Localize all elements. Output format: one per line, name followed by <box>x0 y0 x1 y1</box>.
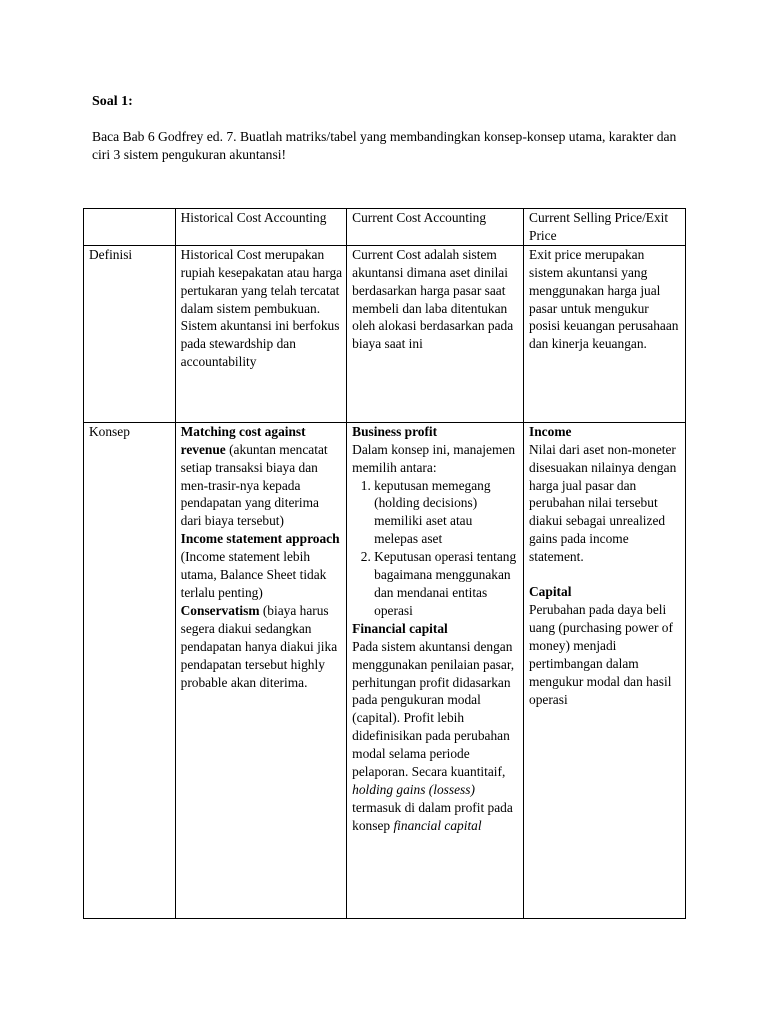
table-header-row <box>84 209 686 246</box>
capital-text: Perubahan pada daya beli uang (purchasing power of money) menjadi pertimbangan dalam mengukur modal dan hasil operasi <box>529 601 673 707</box>
income-heading: Income <box>529 423 572 439</box>
capital-heading: Capital <box>529 584 572 600</box>
paragraph-spacer <box>529 566 681 583</box>
business-profit-intro: Dalam konsep ini, manajemen memilih antara: <box>352 441 516 475</box>
row-label-definisi: Definisi <box>84 245 176 422</box>
conservatism-paragraph <box>181 602 343 692</box>
income-text: Nilai dari aset non-moneter disesuakan nilainya dengan harga jual pasar dan perubahan nilai tersebut diakui sebagai unrealized gains pada income statement. <box>529 441 677 565</box>
income-statement-text: (Income statement lebih utama, Balance Sheet tidak terlalu penting) <box>180 549 327 600</box>
income-statement-paragraph <box>181 530 343 602</box>
financial-capital-after: termasuk di dalam profit pada konsep <box>352 799 513 833</box>
question-title: Soal 1: <box>92 94 133 109</box>
financial-capital-term: financial capital <box>393 817 482 833</box>
instruction-text: Baca Bab 6 Godfrey ed. 7. Buatlah matriks/tabel yang membandingkan konsep-konsep utama, karakter dan ciri 3 sistem pengukuran akuntansi! <box>92 129 677 162</box>
financial-capital-paragraph <box>352 638 519 835</box>
definisi-historical-p2: Sistem akuntansi ini berfokus pada stewardship dan accountability <box>180 318 340 370</box>
financial-capital-heading: Financial capital <box>352 620 448 636</box>
list-item: 2. Keputusan operasi tentang bagaimana menggunakan dan mendanai entitas operasi <box>374 548 519 620</box>
holding-gains-term: holding gains (lossess) <box>352 781 475 797</box>
konsep-current-cost-cell <box>347 422 524 918</box>
conservatism-heading: Conservatism <box>180 602 260 618</box>
conservatism-text: (biaya harus segera diakui sedangkan pendapatan hanya diakui jika pendapatan tersebut highly probable akan diterima. <box>180 602 338 690</box>
header-current-cost: Current Cost Accounting <box>347 209 524 246</box>
matching-cost-heading: Matching cost against revenue <box>180 423 306 457</box>
konsep-exit-price-cell <box>524 422 686 918</box>
income-statement-heading: Income statement approach <box>180 531 340 547</box>
definisi-current-cost-cell: Current Cost adalah sistem akuntansi dimana aset dinilai berdasarkan harga pasar saat membeli dan laba ditentukan oleh alokasi berdasarkan pada biaya saat ini <box>347 245 524 422</box>
financial-capital-text: Pada sistem akuntansi dengan menggunakan penilaian pasar, perhitungan profit didasarkan pada pengukuran modal (capital). Profit lebih didefinisikan pada perubahan modal selama periode pelaporan. Secara kuantitaif, <box>352 638 515 780</box>
row-label-konsep: Konsep <box>84 422 176 918</box>
header-cell-empty <box>84 209 176 246</box>
matching-cost-text: (akuntan mencatat setiap transaksi biaya dan men-trasir-nya kepada pendapatan yang diterima dari biaya tersebut) <box>180 441 328 529</box>
definisi-exit-price-cell: Exit price merupakan sistem akuntansi yang menggunakan harga jual pasar untuk mengukur posisi keuangan perusahaan dan kinerja keuangan. <box>524 245 686 422</box>
business-profit-heading: Business profit <box>352 423 438 439</box>
header-historical-cost: Historical Cost Accounting <box>175 209 347 246</box>
header-exit-price: Current Selling Price/Exit Price <box>524 209 686 246</box>
konsep-historical-cell <box>175 422 347 918</box>
table-row-definisi <box>84 245 686 422</box>
list-item: 1. keputusan memegang (holding decisions) memiliki aset atau melepas aset <box>374 477 519 549</box>
definisi-historical-cell <box>175 245 347 422</box>
decision-list <box>352 477 519 620</box>
comparison-table <box>83 208 686 919</box>
definisi-historical-p1: Historical Cost merupakan rupiah kesepakatan atau harga pertukaran yang telah tercatat dalam sistem pembukuan. <box>180 246 343 316</box>
table-row-konsep <box>84 422 686 918</box>
matching-cost-paragraph <box>181 423 343 530</box>
